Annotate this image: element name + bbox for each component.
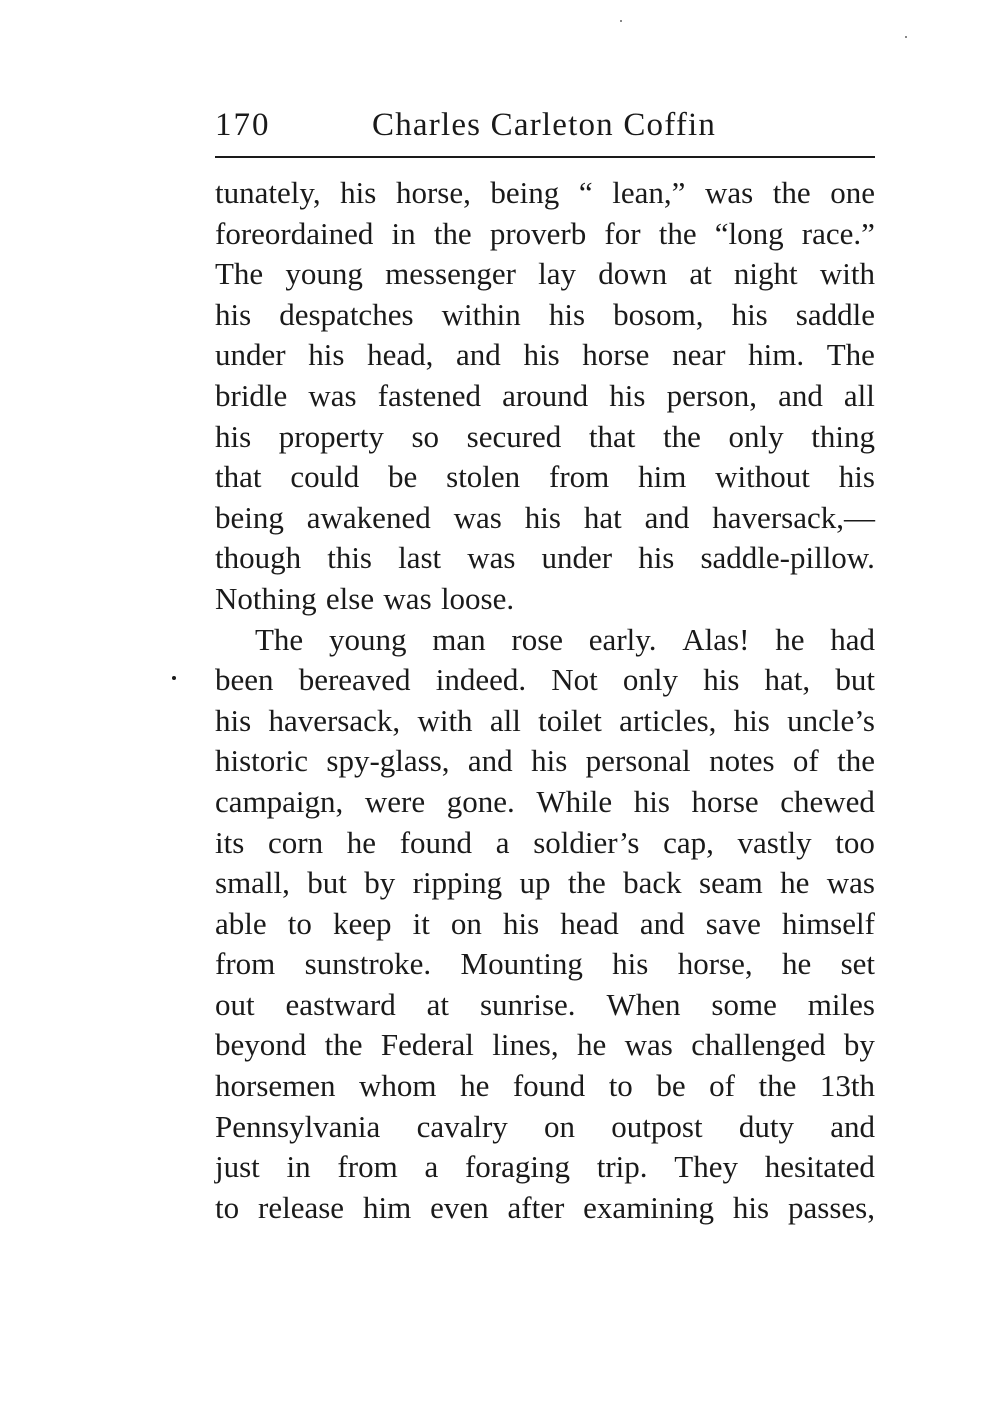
margin-mark (172, 676, 176, 680)
text-line: to release him even after examining his passes, (215, 1189, 875, 1225)
text-line: under his head, and his horse near him. The (215, 337, 875, 373)
text-line: from sunstroke. Mounting his horse, he set (215, 946, 875, 982)
text-line: Pennsylvania cavalry on outpost duty and (215, 1108, 875, 1144)
text-line: though this last was under his saddle-pillow. (215, 540, 875, 576)
text-line: historic spy-glass, and his personal notes of the (215, 743, 875, 779)
text-line: foreordained in the proverb for the “long race.” (215, 215, 875, 251)
text-line: out eastward at sunrise. When some miles (215, 986, 875, 1022)
text-line: just in from a foraging trip. They hesitated (215, 1149, 875, 1185)
paper-speck (620, 20, 622, 22)
paragraph (215, 620, 875, 1229)
page-number: 170 (215, 107, 271, 143)
text-line: beyond the Federal lines, he was challenged by (215, 1027, 875, 1063)
text-line: being awakened was his hat and haversack,— (215, 499, 875, 535)
paragraph (215, 173, 875, 620)
paper-speck (905, 36, 907, 38)
header-rule (215, 156, 875, 158)
text-line: campaign, were gone. While his horse chewed (215, 783, 875, 819)
running-head (215, 100, 875, 150)
text-line: its corn he found a soldier’s cap, vastly too (215, 824, 875, 860)
text-line: The young man rose early. Alas! he had (255, 621, 875, 657)
running-title: Charles Carleton Coffin (372, 107, 717, 143)
text-line: bridle was fastened around his person, and all (215, 377, 875, 413)
text-line: tunately, his horse, being “ lean,” was the one (215, 175, 875, 210)
text-line: his despatches within his bosom, his saddle (215, 296, 875, 332)
text-line: able to keep it on his head and save himself (215, 905, 875, 941)
text-line: The young messenger lay down at night with (215, 256, 875, 292)
text-line: been bereaved indeed. Not only his hat, but (215, 662, 875, 698)
text-line: Nothing else was loose. (215, 580, 515, 616)
text-line: horsemen whom he found to be of the 13th (215, 1068, 875, 1104)
text-line: small, but by ripping up the back seam he was (215, 865, 875, 901)
text-line: his property so secured that the only thing (215, 418, 875, 454)
body-text (215, 173, 875, 1228)
text-line: that could be stolen from him without his (215, 459, 875, 495)
text-line: his haversack, with all toilet articles, his uncle’s (215, 702, 875, 738)
